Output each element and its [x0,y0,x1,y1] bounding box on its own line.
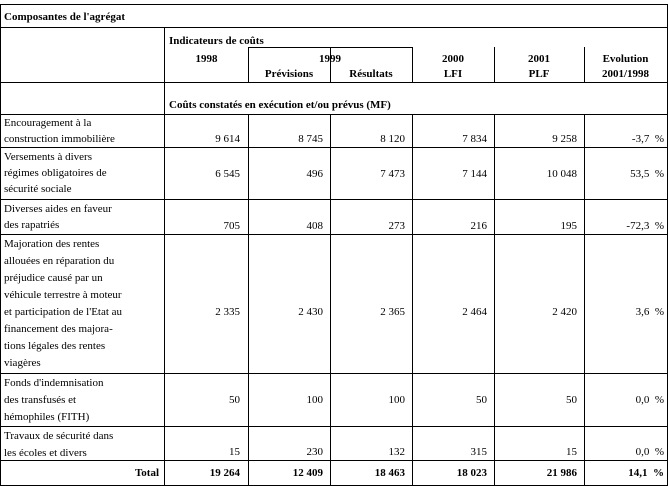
cell-2001: 10 048 [546,168,577,180]
cell-evolution: -72,3 % [626,220,664,232]
header-previsions: Prévisions [264,68,314,80]
header-2001: 2001 [528,53,550,65]
indicators-label: Indicateurs de coûts [169,35,264,47]
row-label: Diverses aides en faveur des rapatriés [4,203,112,231]
cell-2001: 2 420 [552,306,577,318]
total-evolution: 14,1 % [628,467,664,479]
header-lfi: LFI [443,68,463,80]
header-1998: 1998 [195,53,218,65]
cell-previsions: 496 [306,168,323,180]
cell-1998: 15 [229,446,240,458]
cell-previsions: 408 [306,220,323,232]
total-1998: 19 264 [209,467,240,479]
cell-resultats: 273 [388,220,405,232]
cell-resultats: 132 [388,446,405,458]
cell-evolution: 0,0 % [635,446,664,458]
row-label: Majoration des rentes allouées en réparation du préjudice causé par un véhicule terrestre à moteur et participation de l'Etat au financement des majora- tions légales des rentes viagères [4,238,123,369]
header-2000: 2000 [442,53,464,65]
cell-2000: 2 464 [462,306,487,318]
header-evolution-period: 2001/1998 [601,68,650,80]
total-2001: 21 986 [546,467,577,479]
cell-2000: 7 834 [462,133,487,145]
total-previsions: 12 409 [292,467,323,479]
cell-evolution: -3,7 % [631,133,664,145]
total-resultats: 18 463 [374,467,405,479]
cell-2000: 315 [470,446,487,458]
row-label: Travaux de sécurité dans les écoles et divers [4,430,114,459]
rule-top [0,4,668,5]
table-title: Composantes de l'agrégat [4,11,125,23]
header-1999: 1999 [319,53,341,65]
cell-evolution: 3,6 % [635,306,664,318]
cell-2001: 9 258 [552,133,577,145]
cell-2001: 50 [566,394,577,406]
cell-previsions: 2 430 [298,306,323,318]
row-label: Fonds d'indemnisation des transfusés et hémophiles (FITH) [4,377,104,423]
section-label: Coûts constatés en exécution et/ou prévus (MF) [169,99,391,111]
cell-previsions: 230 [306,446,323,458]
rule-col-label [164,27,165,486]
cell-2001: 15 [566,446,577,458]
rule-row-3 [0,234,668,235]
cell-1998: 6 545 [215,168,240,180]
cell-1998: 705 [223,220,240,232]
total-2000: 18 023 [456,467,487,479]
row-label: Encouragement à la construction immobilière [4,117,115,145]
cell-previsions: 8 745 [298,133,323,145]
cell-1998: 2 335 [215,306,240,318]
total-label: Total [134,467,159,479]
cell-resultats: 100 [388,394,405,406]
cell-previsions: 100 [306,394,323,406]
cell-1998: 9 614 [215,133,240,145]
cell-2000: 216 [470,220,487,232]
header-resultats: Résultats [349,68,393,80]
header-evolution: Evolution [602,53,649,65]
rule-header-bottom [0,82,668,83]
cell-2000: 50 [476,394,487,406]
rule-row-5 [0,426,668,427]
rule-left [0,4,1,486]
rule-title-bottom [0,27,668,28]
cell-resultats: 7 473 [380,168,405,180]
rule-row-4 [0,373,668,374]
cell-evolution: 0,0 % [635,394,664,406]
cell-2001: 195 [560,220,577,232]
cell-resultats: 2 365 [380,306,405,318]
rule-row-2 [0,199,668,200]
rule-row-1 [0,147,668,148]
header-plf: PLF [528,68,550,80]
cell-2000: 7 144 [462,168,487,180]
cell-evolution: 53,5 % [630,168,664,180]
cell-resultats: 8 120 [380,133,405,145]
cell-1998: 50 [229,394,240,406]
row-label: Versements à divers régimes obligatoires de sécurité sociale [4,151,107,195]
